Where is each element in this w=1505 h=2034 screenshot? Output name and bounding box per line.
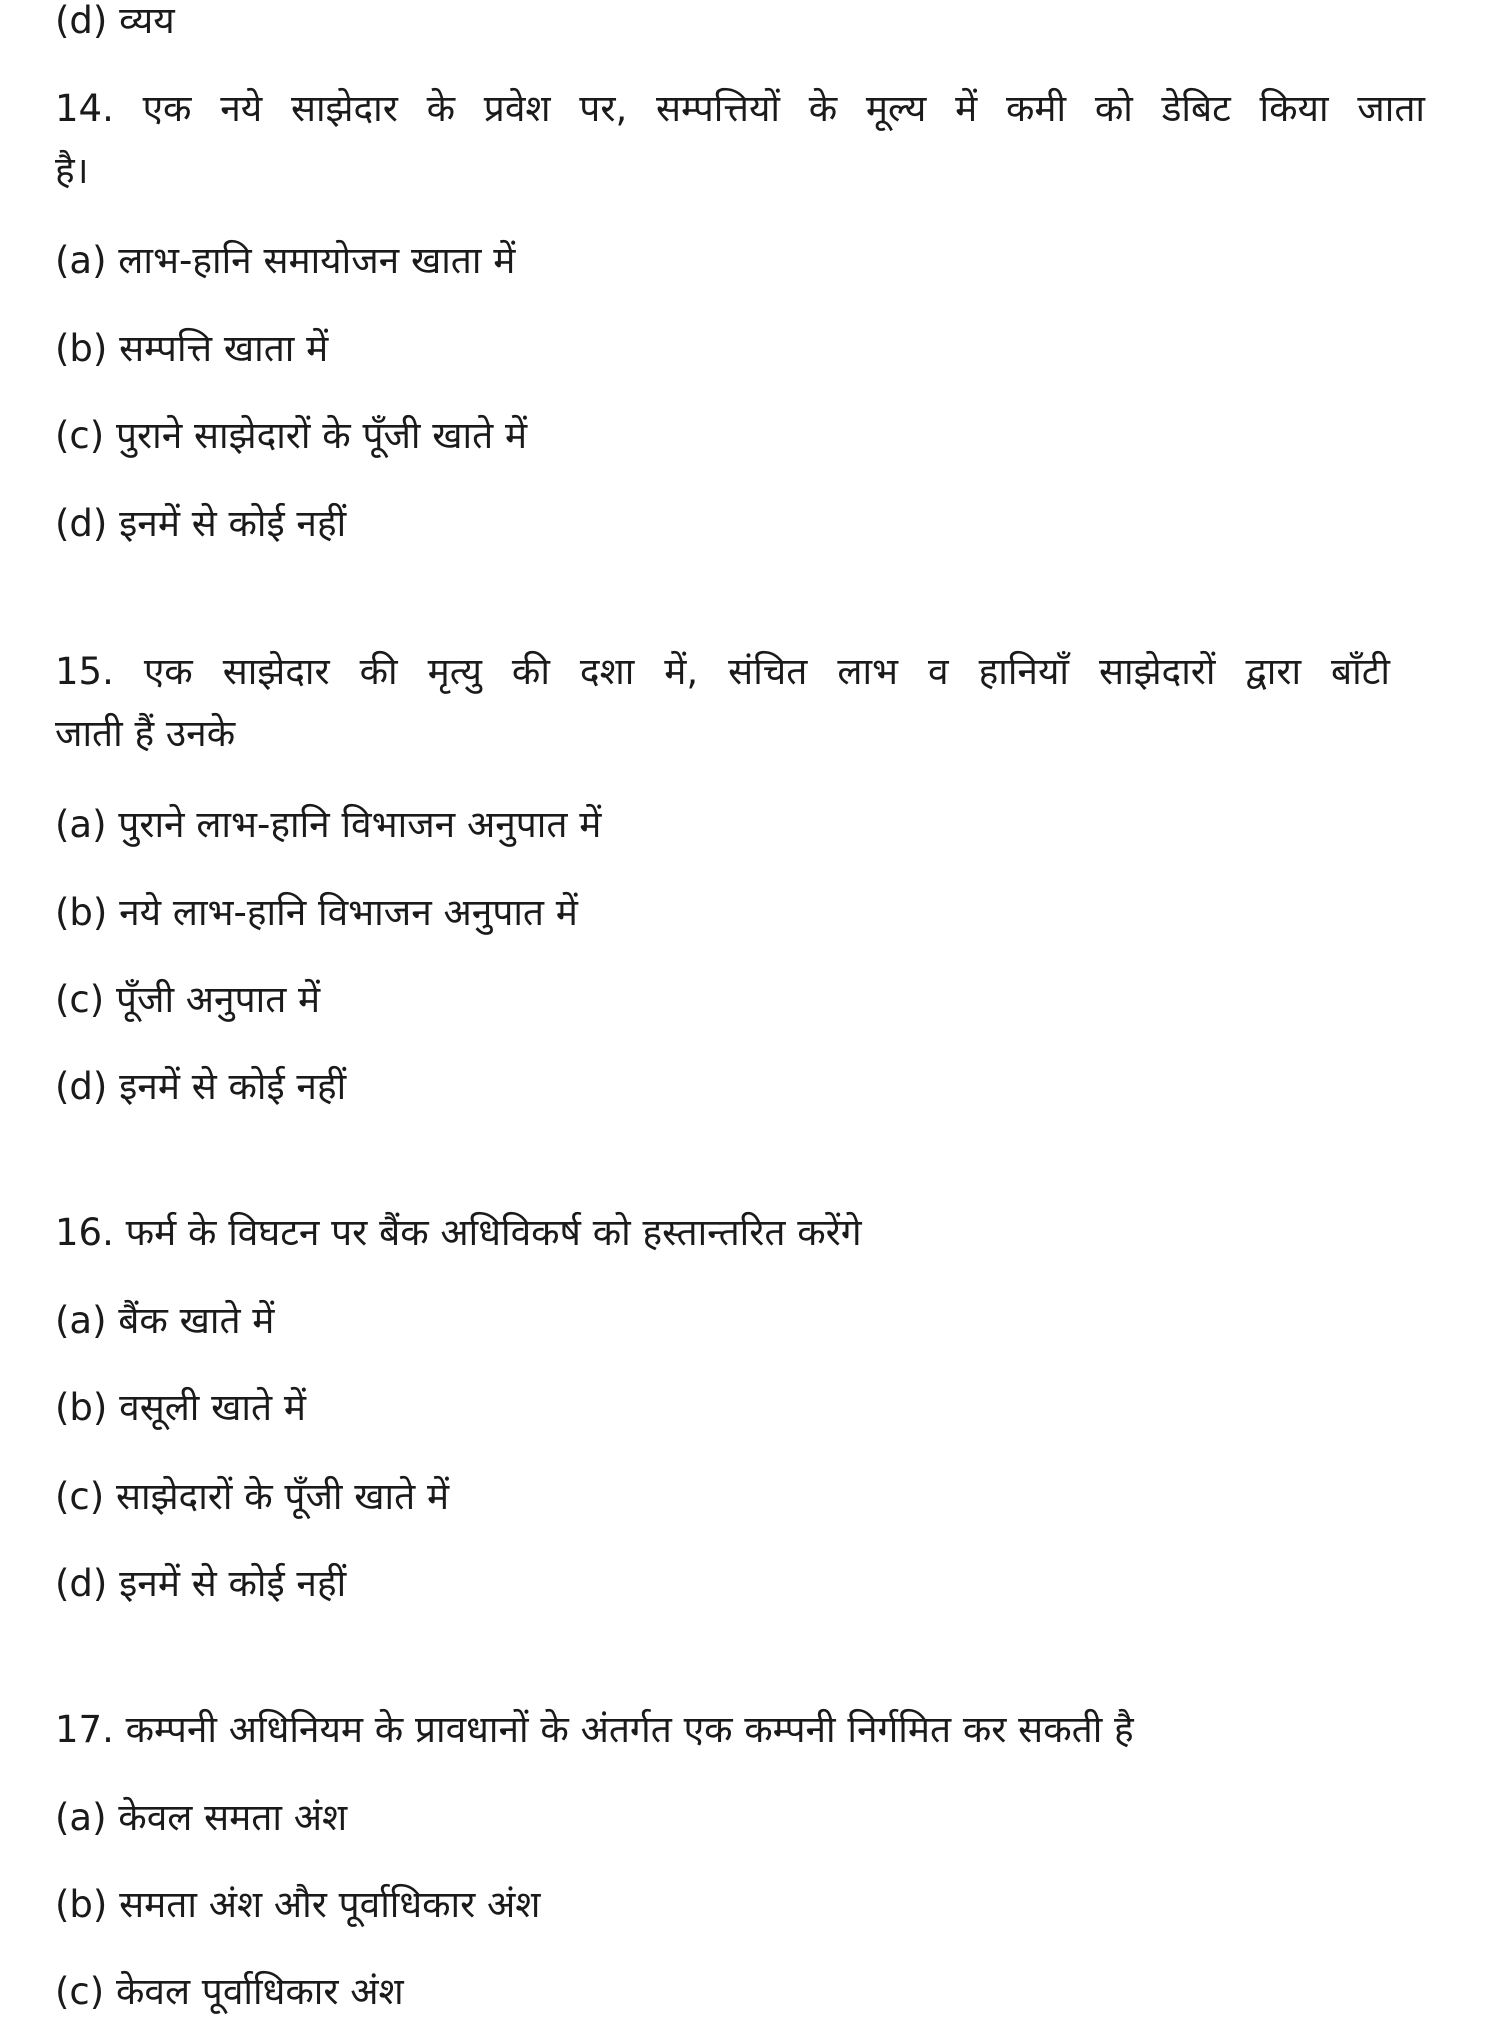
q14-option-c: (c) पुराने साझेदारों के पूँजी खाते में — [55, 414, 528, 457]
q14-option-d: (d) इनमें से कोई नहीं — [55, 502, 347, 545]
q17-option-a: (a) केवल समता अंश — [55, 1796, 348, 1839]
q16-option-b: (b) वसूली खाते में — [55, 1386, 306, 1429]
question-16: 16. फर्म के विघटन पर बैंक अधिविकर्ष को हस्तान्तरित करेंगे — [55, 1211, 862, 1254]
q16-option-a: (a) बैंक खाते में — [55, 1299, 275, 1342]
question-15-line2: जाती हैं उनके — [55, 712, 236, 755]
q16-option-c: (c) साझेदारों के पूँजी खाते में — [55, 1475, 450, 1518]
question-14-line1: 14. एक नये साझेदार के प्रवेश पर, सम्पत्तियों के मूल्य में कमी को डेबिट किया जाता — [55, 87, 1425, 130]
question-14-line2: है। — [55, 149, 89, 192]
previous-option: (d) व्यय — [55, 0, 175, 42]
q15-option-d: (d) इनमें से कोई नहीं — [55, 1065, 347, 1108]
question-17: 17. कम्पनी अधिनियम के प्रावधानों के अंतर्गत एक कम्पनी निर्गमित कर सकती है — [55, 1708, 1134, 1751]
q16-option-d: (d) इनमें से कोई नहीं — [55, 1562, 347, 1605]
question-15-line1: 15. एक साझेदार की मृत्यु की दशा में, संचित लाभ व हानियाँ साझेदारों द्वारा बाँटी — [55, 650, 1390, 693]
q17-option-c: (c) केवल पूर्वाधिकार अंश — [55, 1970, 404, 2013]
q15-option-c: (c) पूँजी अनुपात में — [55, 978, 321, 1021]
q15-option-b: (b) नये लाभ-हानि विभाजन अनुपात में — [55, 891, 578, 934]
q14-option-a: (a) लाभ-हानि समायोजन खाता में — [55, 239, 516, 282]
q14-option-b: (b) सम्पत्ति खाता में — [55, 327, 329, 370]
q15-option-a: (a) पुराने लाभ-हानि विभाजन अनुपात में — [55, 803, 602, 846]
q17-option-b: (b) समता अंश और पूर्वाधिकार अंश — [55, 1883, 541, 1926]
